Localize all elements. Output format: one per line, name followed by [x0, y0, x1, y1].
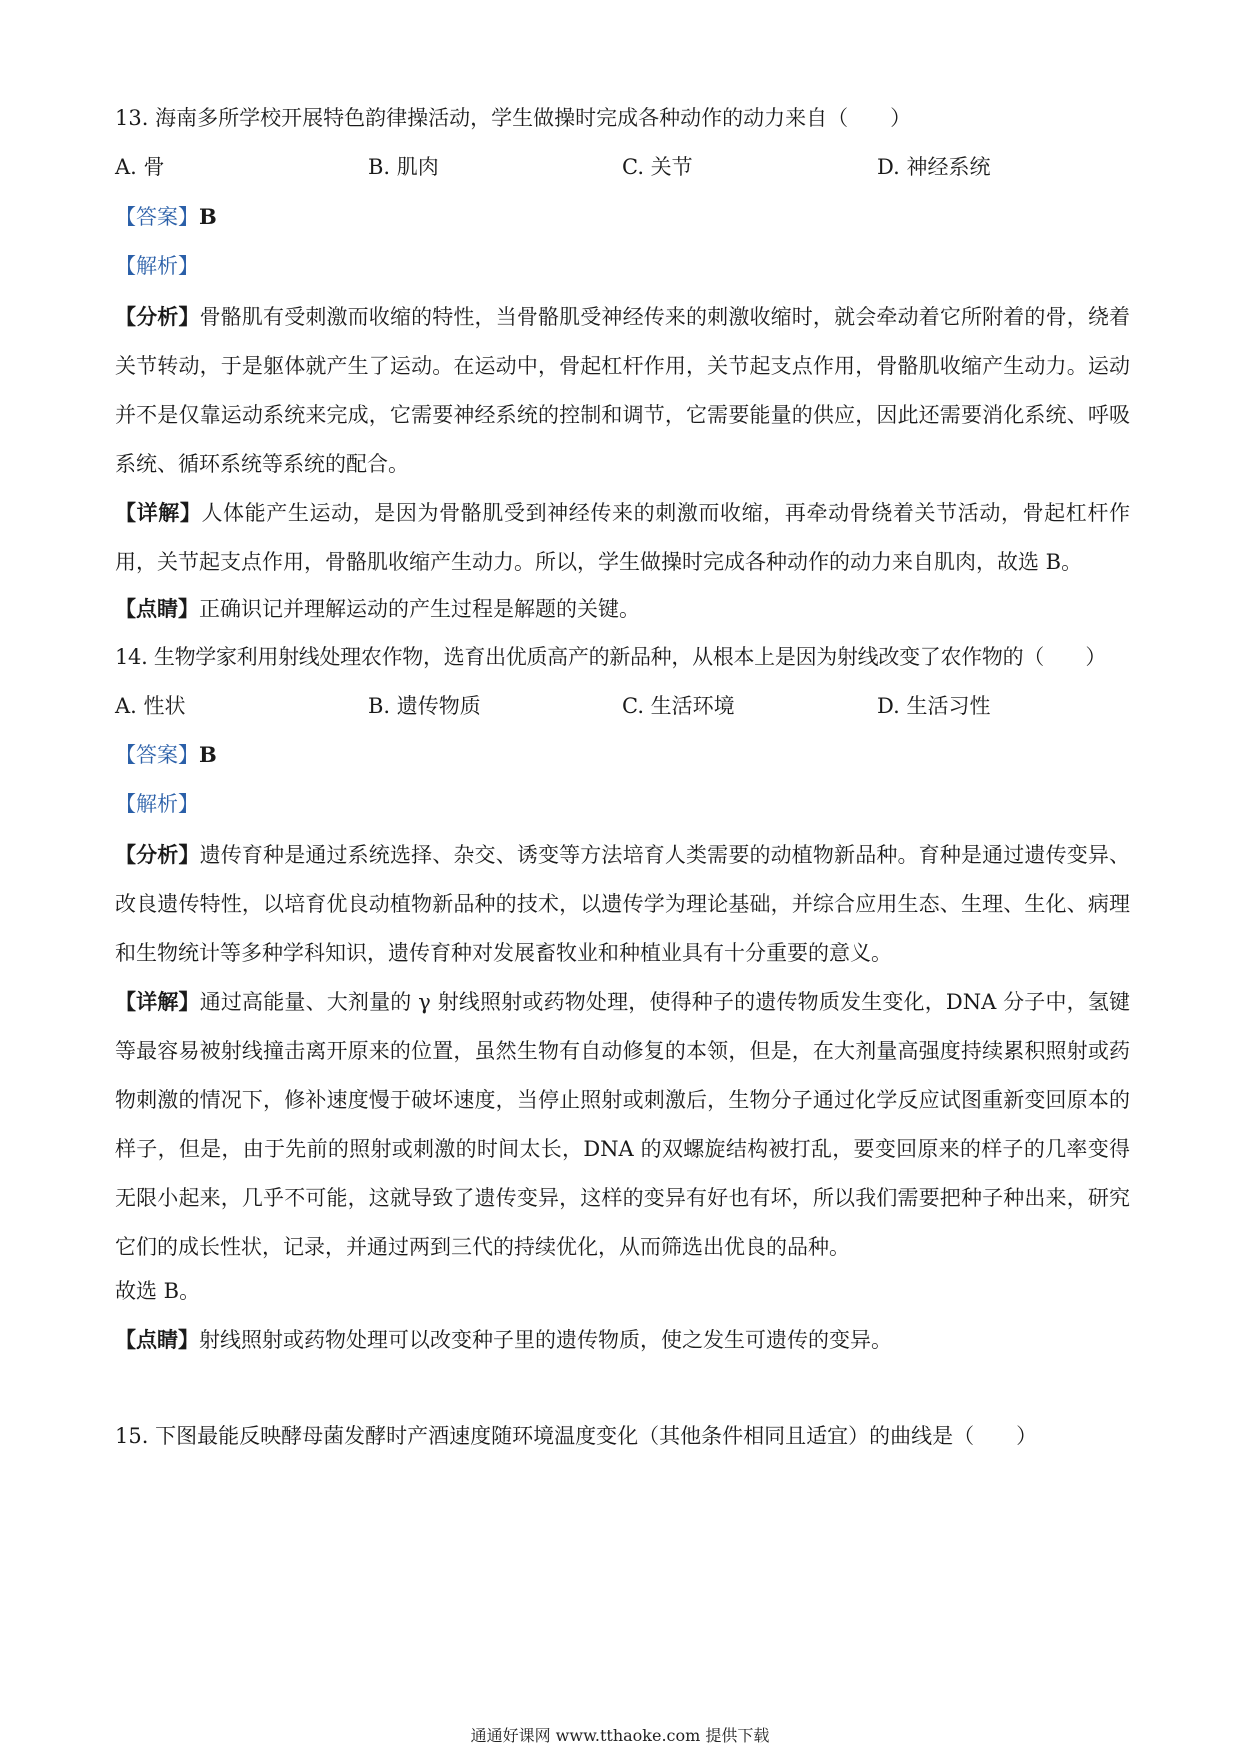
- q13-dianjing-text: 正确识记并理解运动的产生过程是解题的关键。: [199, 597, 640, 621]
- q13-answer-value: B: [199, 204, 217, 229]
- q13-xiangjie-text: 人体能产生运动，是因为骨骼肌受到神经传来的刺激而收缩，再牵动骨绕着关节活动，骨起杠杆作用，关节起支点作用，骨骼肌收缩产生动力。所以，学生做操时完成各种动作的动力来自肌肉，故选 B。: [115, 501, 1130, 574]
- q13-stem: 13. 海南多所学校开展特色韵律操活动，学生做操时完成各种动作的动力来自（ ）: [115, 106, 912, 130]
- q14-answer-tag: 【答案】: [115, 743, 199, 767]
- q14-analysis-tag: 【解析】: [115, 792, 199, 816]
- q14-analysis-heading: [115, 790, 199, 818]
- q13-xiangjie-tag: 【详解】: [115, 500, 202, 525]
- q14-answer-value: B: [199, 742, 217, 767]
- q13-option-a: A. 骨: [115, 155, 165, 179]
- page-footer: 通通好课网 www.tthaoke.com 提供下载: [470, 1726, 770, 1745]
- q14-stem: 14. 生物学家利用射线处理农作物，选育出优质高产的新品种，从根本上是因为射线改变了农作物的（ ）: [115, 645, 1107, 669]
- q14-fenxi: [115, 830, 1130, 978]
- q14-xiangjie-text: 通过高能量、大剂量的 γ 射线照射或药物处理，使得种子的遗传物质发生变化，DNA 分子中，氢键等最容易被射线撞击离开原来的位置，虽然生物有自动修复的本领，但是，在大剂量高强度持续累积照射或药物刺激的情况下，修补速度慢于破坏速度，当停止照射或刺激后，生物分子通过化学反应试图重新变回原本的样子，但是，由于先前的照射或刺激的时间太长，DNA 的双螺旋结构被打乱，要变回原来的样子的几率变得无限小起来，几乎不可能，这就导致了遗传变异，这样的变异有好也有坏，所以我们需要把种子种出来，研究它们的成长性状，记录，并通过两到三代的持续优化，从而筛选出优良的品种。: [115, 990, 1131, 1259]
- q13-fenxi-tag: 【分析】: [115, 304, 200, 329]
- q13-answer-row: [115, 203, 217, 231]
- q13-dianjing-tag: 【点睛】: [115, 596, 199, 621]
- q13-answer-tag: 【答案】: [115, 205, 199, 229]
- q14-option-d: D. 生活习性: [877, 694, 991, 718]
- q14-answer-row: [115, 741, 217, 769]
- q14-xiangjie-tag: 【详解】: [115, 989, 200, 1014]
- q13-fenxi-text: 骨骼肌有受刺激而收缩的特性，当骨骼肌受神经传来的刺激收缩时，就会牵动着它所附着的骨，绕着关节转动，于是躯体就产生了运动。在运动中，骨起杠杆作用，关节起支点作用，骨骼肌收缩产生动力。运动并不是仅靠运动系统来完成，它需要神经系统的控制和调节，它需要能量的供应，因此还需要消化系统、呼吸系统、循环系统等系统的配合。: [115, 305, 1131, 476]
- q15-stem: 15. 下图最能反映酵母菌发酵时产酒速度随环境温度变化（其他条件相同且适宜）的曲线是（ ）: [115, 1424, 1038, 1448]
- q14-option-c: C. 生活环境: [622, 694, 735, 718]
- q13-xiangjie: [115, 488, 1130, 587]
- q14-xiangjie: [115, 977, 1130, 1272]
- q13-analysis-heading: [115, 252, 199, 280]
- q14-fenxi-tag: 【分析】: [115, 842, 200, 867]
- q14-dianjing-text: 射线照射或药物处理可以改变种子里的遗传物质，使之发生可遗传的变异。: [199, 1328, 892, 1352]
- q13-option-b: B. 肌肉: [368, 155, 439, 179]
- q14-dianjing-tag: 【点睛】: [115, 1327, 199, 1352]
- q14-dianjing: [115, 1326, 892, 1354]
- q13-dianjing: [115, 595, 640, 623]
- q14-fenxi-text: 遗传育种是通过系统选择、杂交、诱变等方法培育人类需要的动植物新品种。育种是通过遗传变异、改良遗传特性，以培育优良动植物新品种的技术，以遗传学为理论基础，并综合应用生态、生理、生化、病理和生物统计等多种学科知识，遗传育种对发展畜牧业和种植业具有十分重要的意义。: [115, 843, 1131, 965]
- q14-conclusion: 故选 B。: [115, 1279, 201, 1303]
- q13-analysis-tag: 【解析】: [115, 254, 199, 278]
- q13-fenxi: [115, 292, 1130, 489]
- q14-option-a: A. 性状: [115, 694, 186, 718]
- q13-option-d: D. 神经系统: [877, 155, 991, 179]
- q14-option-b: B. 遗传物质: [368, 694, 481, 718]
- q13-option-c: C. 关节: [622, 155, 693, 179]
